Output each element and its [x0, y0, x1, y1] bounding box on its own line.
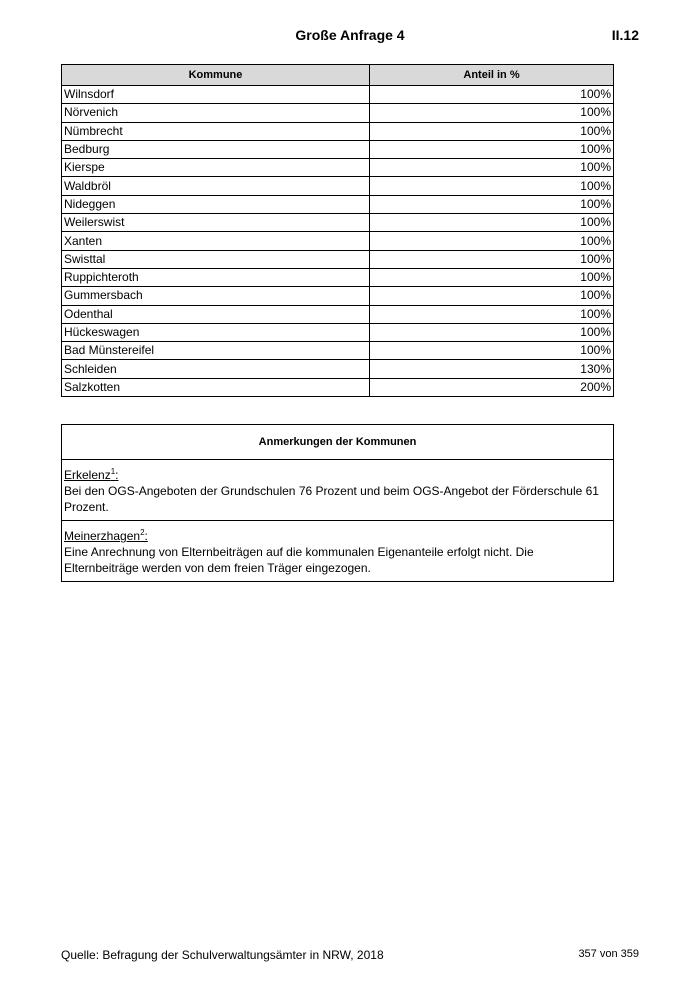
cell-kommune: Ruppichteroth [62, 268, 370, 286]
cell-kommune: Odenthal [62, 305, 370, 323]
cell-anteil: 100% [370, 342, 614, 360]
note-municipality-name: Meinerzhagen$^2$: [64, 528, 148, 543]
section-number: II.12 [611, 27, 639, 43]
cell-kommune: Nümbrecht [62, 122, 370, 140]
column-header-anteil: Anteil in % [370, 65, 614, 86]
table-row [62, 342, 614, 360]
note-text: Eine Anrechnung von Elternbeiträgen auf die kommunalen Eigenanteile erfolgt nicht. Die Elternbeiträge werden von dem freien Träger eingezogen. [64, 545, 534, 575]
cell-anteil: 100% [370, 104, 614, 122]
page-number: 357 von 359 [578, 948, 639, 960]
cell-kommune: Nideggen [62, 195, 370, 213]
cell-kommune: Hückeswagen [62, 323, 370, 341]
table-row [62, 195, 614, 213]
table-header-row [62, 65, 614, 86]
cell-kommune: Waldbröl [62, 177, 370, 195]
cell-kommune: Wilnsdorf [62, 86, 370, 104]
kommune-table [61, 64, 614, 397]
footnote-marker: 2 [140, 528, 145, 537]
cell-anteil: 100% [370, 305, 614, 323]
notes-box [61, 424, 614, 582]
table-row [62, 159, 614, 177]
cell-anteil: 100% [370, 177, 614, 195]
table-row [62, 305, 614, 323]
table-row [62, 287, 614, 305]
cell-anteil: 100% [370, 214, 614, 232]
cell-anteil: 100% [370, 159, 614, 177]
cell-anteil: 100% [370, 122, 614, 140]
table-row [62, 177, 614, 195]
table-row [62, 86, 614, 104]
cell-kommune: Nörvenich [62, 104, 370, 122]
table-body [62, 86, 614, 397]
table-row [62, 323, 614, 341]
note-municipality-name: Erkelenz$^1$: [64, 467, 119, 482]
table-row [62, 268, 614, 286]
cell-anteil: 130% [370, 360, 614, 378]
note-meinerzhagen [62, 520, 613, 581]
cell-kommune: Salzkotten [62, 378, 370, 396]
cell-anteil: 100% [370, 287, 614, 305]
table-row [62, 378, 614, 396]
cell-anteil: 100% [370, 268, 614, 286]
footer-source: Quelle: Befragung der Schulverwaltungsämter in NRW, 2018 [61, 948, 384, 962]
cell-kommune: Xanten [62, 232, 370, 250]
cell-kommune: Swisttal [62, 250, 370, 268]
cell-anteil: 100% [370, 250, 614, 268]
cell-kommune: Bad Münstereifel [62, 342, 370, 360]
note-text: Bei den OGS-Angeboten der Grundschulen 76 Prozent und beim OGS-Angebot der Förderschule 61 Prozent. [64, 484, 599, 514]
cell-kommune: Weilerswist [62, 214, 370, 232]
column-header-kommune: Kommune [62, 65, 370, 86]
table-row [62, 250, 614, 268]
cell-kommune: Bedburg [62, 140, 370, 158]
table-row [62, 360, 614, 378]
cell-kommune: Kierspe [62, 159, 370, 177]
table-row [62, 232, 614, 250]
table-row [62, 214, 614, 232]
table-row [62, 104, 614, 122]
footnote-marker: 1 [110, 467, 116, 476]
notes-title: Anmerkungen der Kommunen [62, 425, 613, 460]
cell-kommune: Schleiden [62, 360, 370, 378]
cell-anteil: 100% [370, 140, 614, 158]
cell-anteil: 100% [370, 232, 614, 250]
cell-anteil: 100% [370, 86, 614, 104]
cell-kommune: Gummersbach [62, 287, 370, 305]
cell-anteil: 100% [370, 195, 614, 213]
cell-anteil: 200% [370, 378, 614, 396]
page-title: Große Anfrage 4 [295, 27, 405, 43]
table-row [62, 122, 614, 140]
cell-anteil: 100% [370, 323, 614, 341]
table-row [62, 140, 614, 158]
note-erkelenz [62, 460, 613, 520]
